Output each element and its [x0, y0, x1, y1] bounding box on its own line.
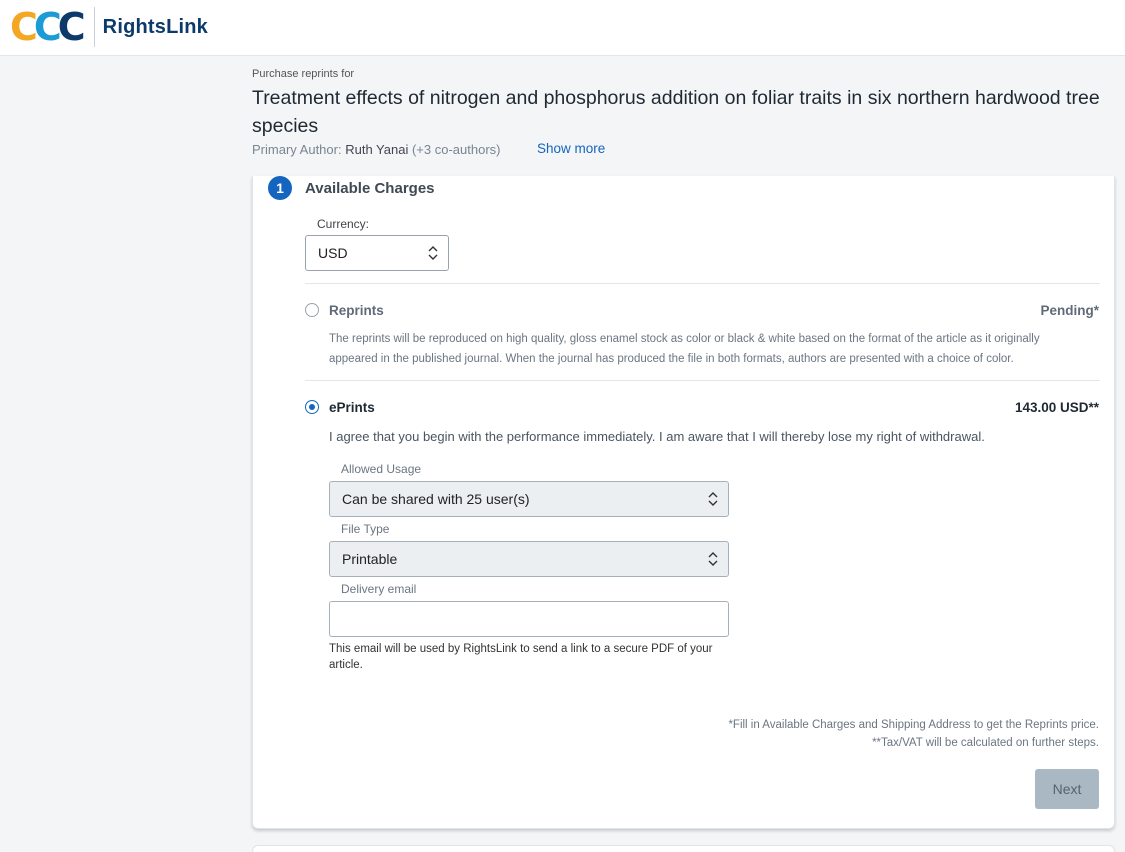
author-label: Primary Author:: [252, 142, 342, 157]
currency-select[interactable]: [305, 235, 449, 271]
logo-letter-1: C: [10, 5, 34, 49]
withdrawal-agreement-text: I agree that you begin with the performance immediately. I am aware that I will thereby lose my right of withdrawal.: [329, 429, 985, 444]
ccc-logo-mark: [10, 7, 82, 47]
purchase-label: Purchase reprints for: [252, 68, 355, 80]
allowed-usage-select[interactable]: [329, 481, 729, 517]
logo-letter-3: C: [57, 5, 82, 49]
ccc-rightslink-logo[interactable]: [10, 7, 208, 47]
show-more-link[interactable]: Show more: [537, 141, 606, 156]
currency-label: Currency:: [317, 217, 370, 231]
allowed-usage-value: Can be shared with 25 user(s): [342, 491, 530, 507]
delivery-email-label: Delivery email: [341, 582, 417, 596]
file-type-select[interactable]: [329, 541, 729, 577]
author-line: [252, 142, 500, 157]
section-title: Available Charges: [305, 180, 435, 197]
eprints-title: ePrints: [329, 400, 375, 415]
eprints-price: 143.00 USD**: [1014, 400, 1099, 415]
delivery-email-help: This email will be used by RightsLink to send a link to a secure PDF of your article.: [329, 643, 713, 671]
author-name: Ruth Yanai: [345, 142, 409, 157]
reprints-title: Reprints: [329, 303, 384, 318]
logo-letter-2: C: [33, 5, 58, 49]
delivery-email-input[interactable]: [329, 601, 729, 637]
select-arrows-icon: [708, 492, 718, 506]
currency-value: USD: [318, 245, 348, 261]
reprints-radio[interactable]: [305, 303, 319, 317]
file-type-label: File Type: [341, 522, 390, 536]
reprints-description: The reprints will be reproduced on high quality, gloss enamel stock as color or black & white based on the format of the article as it originally appeared in the published journal. When the journal has produced the file in both formats, authors are presented with a choice of color.: [329, 333, 1040, 365]
tax-footnote: **Tax/VAT will be calculated on further steps.: [872, 737, 1099, 749]
next-button[interactable]: Next: [1035, 769, 1099, 809]
available-charges-card: [252, 176, 1115, 829]
coauthor-count: (+3 co-authors): [411, 142, 501, 157]
reprints-price: Pending*: [1040, 303, 1099, 318]
next-section-card: [252, 845, 1115, 852]
logo-divider: [94, 7, 95, 47]
allowed-usage-label: Allowed Usage: [341, 462, 422, 476]
article-title: Treatment effects of nitrogen and phosphorus addition on foliar traits in six northern hardwood tree species: [252, 87, 1100, 137]
select-arrows-icon: [428, 246, 438, 260]
product-name: RightsLink: [102, 15, 209, 38]
select-arrows-icon: [708, 552, 718, 566]
top-bar: [0, 0, 1125, 56]
step-number-badge: 1: [268, 176, 292, 200]
file-type-value: Printable: [342, 551, 398, 567]
divider: [305, 380, 1100, 381]
divider: [305, 283, 1100, 284]
eprints-radio[interactable]: [305, 400, 319, 414]
reprints-price-footnote: *Fill in Available Charges and Shipping Address to get the Reprints price.: [728, 719, 1099, 731]
